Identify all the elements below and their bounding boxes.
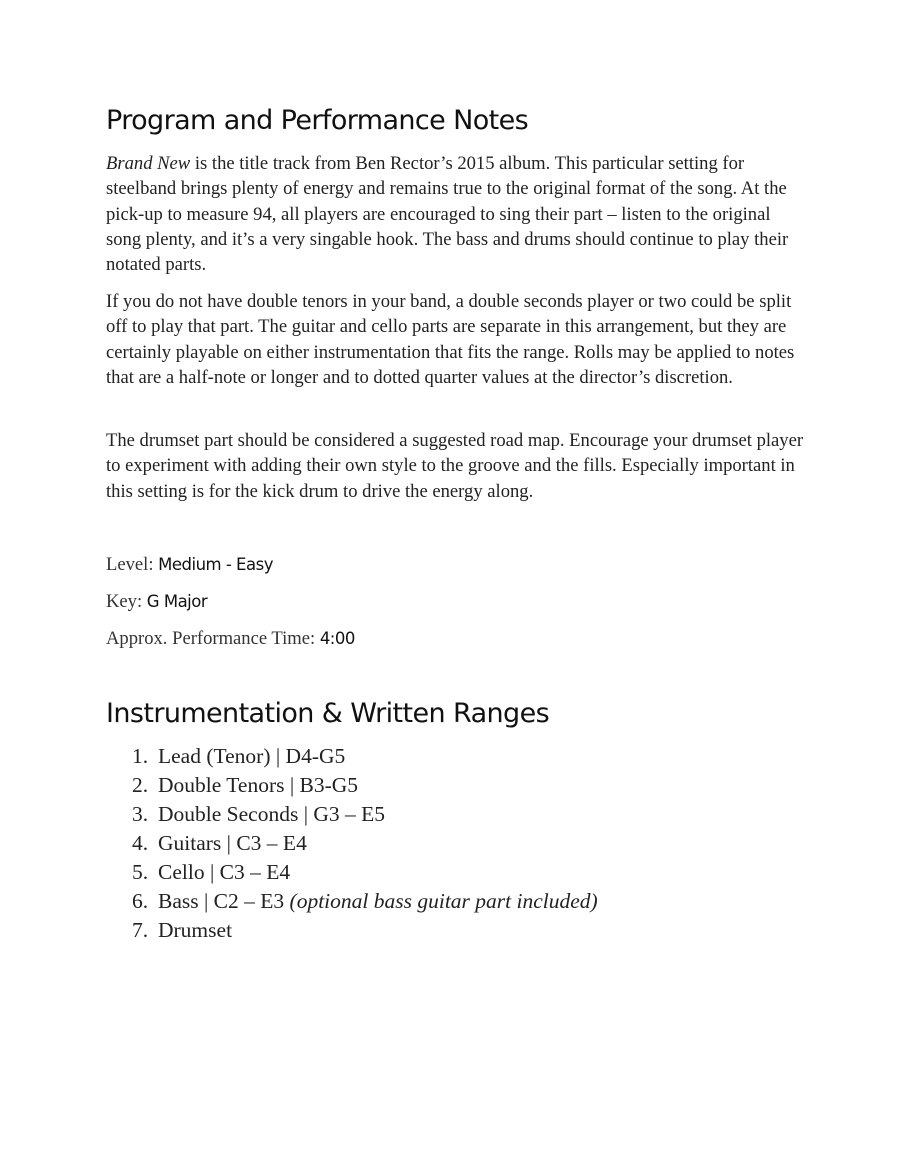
list-item [106, 800, 598, 829]
level-value: Medium - Easy [158, 555, 273, 574]
paragraph-intro [106, 151, 806, 277]
list-item-number: 4. [132, 831, 149, 855]
list-item-number: 2. [132, 773, 149, 797]
paragraph-drumset-notes: The drumset part should be considered a suggested road map. Encourage your drumset player to experiment with adding their own style to the groove and the fills. Especially important in this setting is for the kick drum to drive the energy along. [106, 430, 804, 502]
list-item-text: Cello | C3 – E4 [158, 860, 291, 884]
list-item-number: 7. [132, 918, 149, 942]
key-label: Key: [106, 591, 147, 612]
key-value: G Major [146, 592, 208, 611]
list-item-text: Bass | C2 – E3 [158, 889, 290, 913]
song-title: Brand New [106, 153, 191, 174]
list-item [106, 916, 598, 945]
section-heading-program-notes: Program and Performance Notes [106, 105, 529, 136]
paragraph-instrumentation-notes: If you do not have double tenors in your band, a double seconds player or two could be split off to play that part. The guitar and cello parts are separate in this arrangement, but they are certainly playable on either instrumentation that fits the range. Rolls may be applied to notes that are a half-note or longer and to dotted quarter values at the director’s discretion. [106, 291, 795, 388]
list-item-number: 1. [132, 744, 149, 768]
paragraph-intro-text: is the title track from Ben Rector’s 2015 album. This particular setting for steelband brings plenty of energy and remains true to the original format of the song. At the pick-up to measure 94, all players are encouraged to sing their part – listen to the original song plenty, and it’s a very singable hook. The bass and drums should continue to play their notated parts. [106, 153, 789, 276]
list-item-text: Double Tenors | B3-G5 [158, 773, 359, 797]
list-item-text: Lead (Tenor) | D4-G5 [158, 744, 346, 768]
performance-time-value: 4:00 [319, 629, 355, 648]
level-label: Level: [106, 554, 159, 575]
list-item [106, 887, 598, 916]
instrumentation-list [106, 742, 598, 945]
performance-time-line [106, 628, 355, 650]
list-item-note: (optional bass guitar part included) [289, 889, 598, 913]
list-item [106, 742, 598, 771]
list-item-text: Double Seconds | G3 – E5 [158, 802, 386, 826]
section-heading-instrumentation: Instrumentation & Written Ranges [106, 698, 550, 729]
list-item-number: 6. [132, 889, 149, 913]
level-line [106, 554, 273, 576]
list-item [106, 829, 598, 858]
key-line [106, 591, 207, 613]
performance-time-label: Approx. Performance Time: [106, 628, 320, 649]
list-item [106, 858, 598, 887]
list-item-number: 3. [132, 802, 149, 826]
list-item-number: 5. [132, 860, 149, 884]
list-item [106, 771, 598, 800]
list-item-text: Drumset [158, 918, 233, 942]
list-item-text: Guitars | C3 – E4 [158, 831, 307, 855]
